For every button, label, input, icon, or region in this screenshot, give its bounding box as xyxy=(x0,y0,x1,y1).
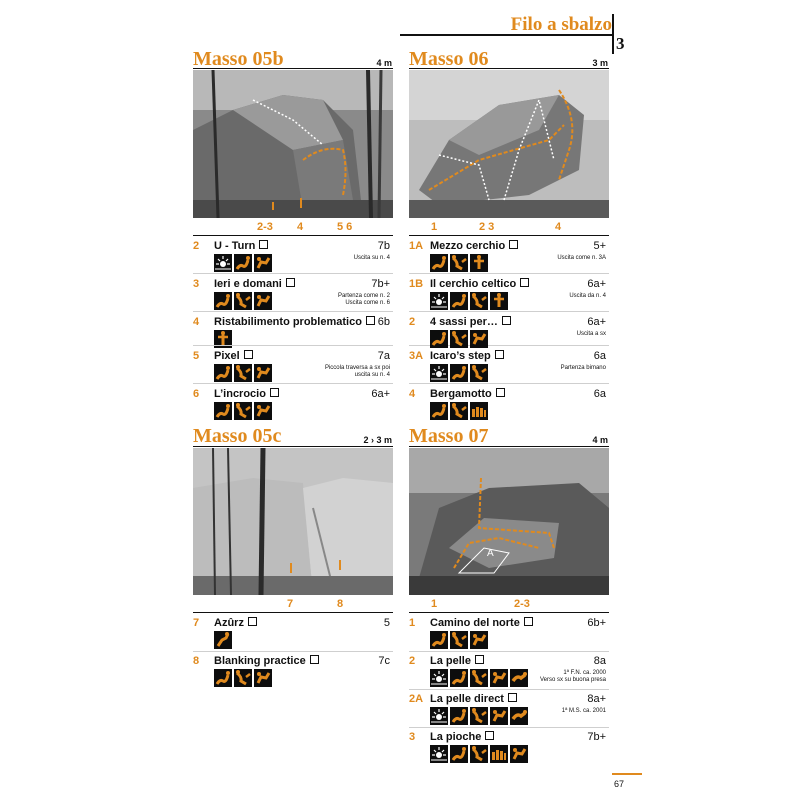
route-number: 7 xyxy=(193,617,200,629)
dyno-icon xyxy=(430,330,448,348)
tick-checkbox[interactable] xyxy=(495,350,504,359)
sun-icon xyxy=(430,669,448,687)
arm-icon xyxy=(510,669,528,687)
boulder-photo-05c xyxy=(193,448,393,595)
route-row xyxy=(409,350,609,390)
section-height-07: 4 m xyxy=(592,435,608,445)
sun-icon xyxy=(430,745,448,763)
crimp-icon xyxy=(490,707,508,725)
route-icons xyxy=(214,669,272,689)
route-row xyxy=(193,278,393,318)
dyno-icon xyxy=(450,669,468,687)
route-icons xyxy=(430,402,488,422)
route-name: La pelle direct xyxy=(430,693,517,705)
route-grade: 6a+ xyxy=(371,388,390,400)
route-name: Ieri e domani xyxy=(214,278,295,290)
route-icons xyxy=(214,254,272,274)
dyno-icon xyxy=(430,402,448,420)
heel-icon xyxy=(234,292,252,310)
tick-checkbox[interactable] xyxy=(520,278,529,287)
route-name: Pixel xyxy=(214,350,253,362)
dyno-icon xyxy=(430,254,448,272)
route-icons xyxy=(430,669,528,689)
route-row xyxy=(409,240,609,280)
crimp-icon xyxy=(254,364,272,382)
route-grade: 7a xyxy=(377,350,390,362)
route-icons xyxy=(430,292,508,312)
heel-icon xyxy=(470,669,488,687)
boulder-photo-07 xyxy=(409,448,609,595)
route-name: Mezzo cerchio xyxy=(430,240,518,252)
route-divider xyxy=(409,383,609,384)
route-number: 2 xyxy=(409,655,416,667)
tick-checkbox[interactable] xyxy=(270,388,279,397)
section-rule xyxy=(193,68,393,69)
section-height-05b: 4 m xyxy=(376,58,392,68)
route-grade: 6b+ xyxy=(587,617,606,629)
route-note: Partenza bimano xyxy=(560,365,606,371)
photo-label: 2-3 xyxy=(514,598,530,610)
chapter-title: Filo a sbalzo xyxy=(510,14,612,35)
route-number: 1 xyxy=(409,617,416,629)
crimp-icon xyxy=(490,669,508,687)
crimp-icon xyxy=(510,745,528,763)
route-grade: 6a xyxy=(593,388,606,400)
route-note: Uscita a sx xyxy=(576,331,606,337)
tick-checkbox[interactable] xyxy=(496,388,505,397)
photo-route-numbers-05b xyxy=(193,221,393,235)
section-rule xyxy=(193,612,393,613)
pinch-icon xyxy=(470,402,488,420)
photo-route-numbers-07 xyxy=(409,598,609,612)
crimp-icon xyxy=(470,330,488,348)
route-divider xyxy=(409,727,609,728)
dyno-icon xyxy=(214,292,232,310)
crimp-icon xyxy=(254,254,272,272)
dyno-icon xyxy=(450,364,468,382)
route-note: Piccola traversa a sx poi uscita su n. 4 xyxy=(324,365,390,378)
heel-icon xyxy=(450,631,468,649)
tick-checkbox[interactable] xyxy=(366,316,375,325)
route-icons xyxy=(430,631,488,651)
route-note: 1ª M.S. ca. 2001 xyxy=(561,708,606,714)
chapter-divider xyxy=(612,14,614,54)
route-grade: 8a xyxy=(593,655,606,667)
route-number: 2 xyxy=(193,240,200,252)
section-rule xyxy=(409,68,609,69)
route-number: 1A xyxy=(409,240,424,252)
tick-checkbox[interactable] xyxy=(524,617,533,626)
route-name: Il cerchio celtico xyxy=(430,278,529,290)
route-name: Azûrz xyxy=(214,617,257,629)
dyno-icon xyxy=(450,707,468,725)
dyno-icon xyxy=(450,745,468,763)
tick-checkbox[interactable] xyxy=(244,350,253,359)
route-name: Ristabilimento problematico xyxy=(214,316,375,328)
tick-checkbox[interactable] xyxy=(485,731,494,740)
route-number: 2A xyxy=(409,693,424,705)
heel-icon xyxy=(470,745,488,763)
route-icons xyxy=(430,707,528,727)
crimp-icon xyxy=(470,631,488,649)
section-height-05c: 2 › 3 m xyxy=(363,435,392,445)
heel-icon xyxy=(450,330,468,348)
route-number: 5 xyxy=(193,350,200,362)
route-note: Partenza come n. 2 Uscita come n. 6 xyxy=(337,293,390,306)
section-title-07: Masso 07 xyxy=(409,425,489,447)
crimp-icon xyxy=(254,669,272,687)
photo-label: 1 xyxy=(431,221,438,233)
route-name: Icaro’s step xyxy=(430,350,504,362)
route-icons xyxy=(430,330,488,350)
boulder-photo-06 xyxy=(409,70,609,218)
route-number: 6 xyxy=(193,388,200,400)
photo-label: 2-3 xyxy=(257,221,273,233)
route-icons-holder xyxy=(409,316,539,350)
sun-icon xyxy=(430,364,448,382)
section-rule xyxy=(409,612,609,613)
route-number: 4 xyxy=(193,316,200,328)
photo-label: 8 xyxy=(337,598,344,610)
route-icons xyxy=(214,292,272,312)
mantle-icon xyxy=(490,292,508,310)
dyno-icon xyxy=(214,402,232,420)
route-grade: 7c xyxy=(378,655,390,667)
page-number-rule xyxy=(612,773,642,775)
route-divider xyxy=(193,383,393,384)
photo-label: 5 6 xyxy=(337,221,353,233)
route-grade: 8a+ xyxy=(587,693,606,705)
photo-label: 4 xyxy=(297,221,304,233)
route-grade: 7b+ xyxy=(371,278,390,290)
route-note: Uscita come n. 3A xyxy=(557,255,606,261)
sun-icon xyxy=(430,292,448,310)
tick-checkbox[interactable] xyxy=(286,278,295,287)
crimp-icon xyxy=(254,292,272,310)
page-number: 67 xyxy=(614,779,625,789)
dyno-icon xyxy=(430,631,448,649)
tick-checkbox[interactable] xyxy=(508,693,517,702)
route-row xyxy=(193,388,393,428)
photo-marker: A xyxy=(487,548,494,559)
route-icons xyxy=(430,254,488,274)
route-grade: 6a xyxy=(593,350,606,362)
route-divider xyxy=(193,651,393,652)
section-title-05b: Masso 05b xyxy=(193,48,284,70)
photo-route-numbers-06 xyxy=(409,221,609,235)
tick-checkbox[interactable] xyxy=(259,240,268,249)
route-divider xyxy=(193,273,393,274)
route-name: Blanking practice xyxy=(214,655,319,667)
route-divider xyxy=(409,651,609,652)
tick-checkbox[interactable] xyxy=(475,655,484,664)
photo-label: 1 xyxy=(431,598,438,610)
section-rule xyxy=(409,235,609,236)
route-grade: 6b xyxy=(377,316,390,328)
route-name: L’incrocio xyxy=(214,388,279,400)
route-grade: 7b xyxy=(377,240,390,252)
route-grade: 6a+ xyxy=(587,316,606,328)
route-divider xyxy=(193,311,393,312)
tick-checkbox[interactable] xyxy=(310,655,319,664)
route-divider xyxy=(409,311,609,312)
route-row xyxy=(193,350,393,390)
route-icons xyxy=(430,364,488,384)
mantle-icon xyxy=(470,254,488,272)
dyno-icon xyxy=(214,669,232,687)
heel-icon xyxy=(234,364,252,382)
route-grade: 6a+ xyxy=(587,278,606,290)
route-grade: 7b+ xyxy=(587,731,606,743)
pinch-icon xyxy=(490,745,508,763)
route-row xyxy=(409,731,609,771)
route-number: 3 xyxy=(409,731,416,743)
section-rule xyxy=(193,235,393,236)
route-icons xyxy=(214,364,272,384)
chapter-rule xyxy=(400,34,613,36)
route-divider xyxy=(409,273,609,274)
route-number: 2 xyxy=(409,316,416,328)
route-name: La pelle xyxy=(430,655,484,667)
route-divider xyxy=(193,345,393,346)
route-grade: 5 xyxy=(383,617,390,629)
route-number: 4 xyxy=(409,388,416,400)
route-icons xyxy=(214,402,272,422)
route-note: Uscita su n. 4 xyxy=(353,255,390,261)
heel-icon xyxy=(450,254,468,272)
heel-icon xyxy=(450,402,468,420)
heel-icon xyxy=(470,292,488,310)
section-rule xyxy=(193,446,393,447)
arm-icon xyxy=(510,707,528,725)
route-number: 3 xyxy=(193,278,200,290)
heel-icon xyxy=(234,669,252,687)
route-icons xyxy=(430,745,528,765)
tick-checkbox[interactable] xyxy=(248,617,257,626)
chapter-number: 3 xyxy=(616,34,625,53)
dyno-icon xyxy=(450,292,468,310)
route-icons xyxy=(214,631,232,651)
crimp-icon xyxy=(254,402,272,420)
slab-icon xyxy=(214,631,232,649)
heel-icon xyxy=(470,364,488,382)
route-name: Camino del norte xyxy=(430,617,533,629)
route-row xyxy=(409,278,609,318)
heel-icon xyxy=(234,402,252,420)
route-divider xyxy=(409,689,609,690)
heel-icon xyxy=(470,707,488,725)
route-name: U - Turn xyxy=(214,240,268,252)
section-height-06: 3 m xyxy=(592,58,608,68)
route-name: 4 sassi per… xyxy=(430,316,511,328)
route-name: La pioche xyxy=(430,731,494,743)
route-name: Bergamotto xyxy=(430,388,505,400)
route-row xyxy=(193,655,393,695)
photo-label: 7 xyxy=(287,598,294,610)
route-note: 1ª F.N. ca. 2000 Verso sx su buona presa xyxy=(539,670,606,683)
sun-icon xyxy=(214,254,232,272)
section-title-06: Masso 06 xyxy=(409,48,489,70)
section-rule xyxy=(409,446,609,447)
photo-label: 4 xyxy=(555,221,562,233)
tick-checkbox[interactable] xyxy=(509,240,518,249)
route-number: 3A xyxy=(409,350,424,362)
route-number: 8 xyxy=(193,655,200,667)
route-row xyxy=(193,240,393,280)
section-title-05c: Masso 05c xyxy=(193,425,282,447)
route-icons xyxy=(214,330,232,350)
route-grade: 5+ xyxy=(593,240,606,252)
route-note: Uscita da n. 4 xyxy=(569,293,606,299)
sun-icon xyxy=(430,707,448,725)
dyno-icon xyxy=(214,364,232,382)
photo-route-numbers-05c xyxy=(193,598,393,612)
route-row xyxy=(409,388,609,428)
route-number: 1B xyxy=(409,278,424,290)
dyno-icon xyxy=(234,254,252,272)
boulder-photo-05b xyxy=(193,70,393,218)
photo-label: 2 3 xyxy=(479,221,495,233)
